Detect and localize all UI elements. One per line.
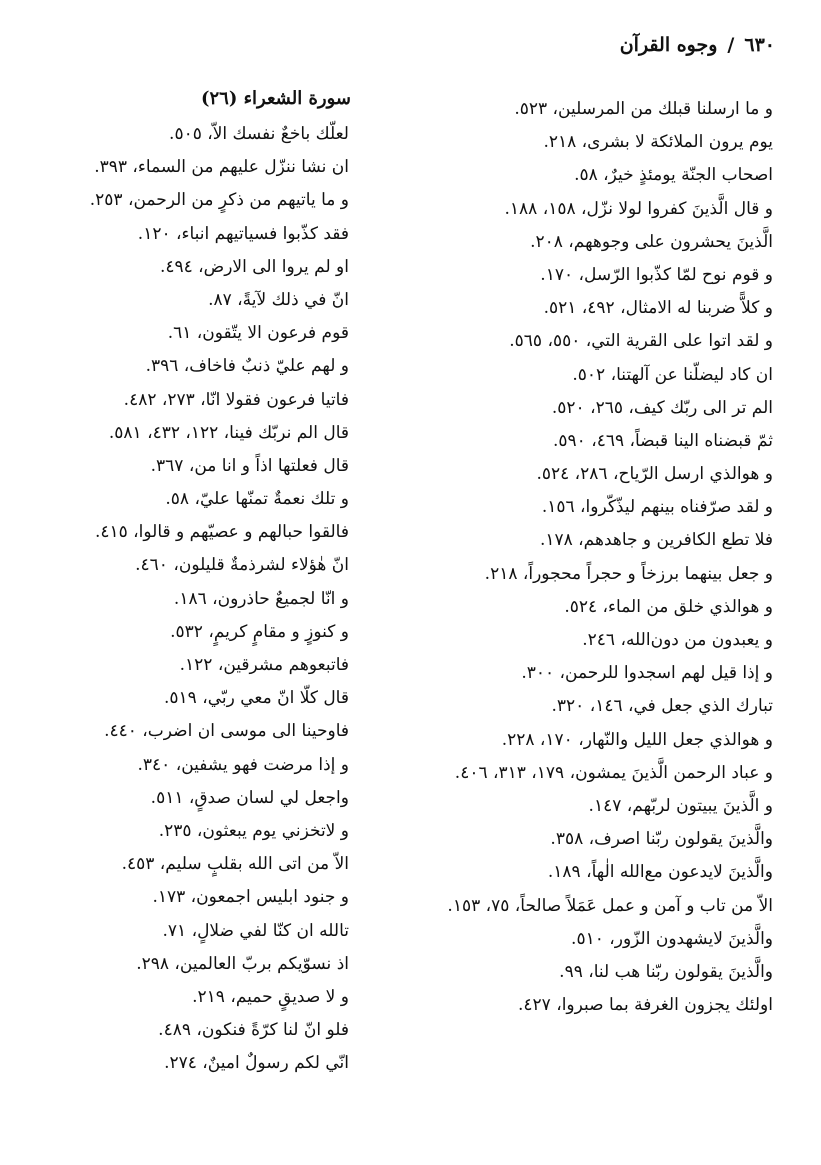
verse-index-line: فاوحينا الى موسى ان اضرب، ٤٤٠. <box>104 721 349 742</box>
sura-heading: سورة الشعراء (٢٦) <box>200 88 351 109</box>
verse-index-line: و الَّذينَ يبيتون لربّهم، ١٤٧. <box>588 795 773 816</box>
verse-index-line: و يعبدون من دون‌الله، ٢٤٦. <box>582 630 773 650</box>
verse-index-line: ان نشا ننزّل عليهم من السماء، ٣٩٣. <box>94 157 349 178</box>
right-column <box>383 80 773 1022</box>
verse-index-line: و قال الَّذينَ كفروا لولا نزّل، ١٥٨، ١٨٨. <box>504 198 773 219</box>
verse-index-line: و إذا مرضت فهو يشفين، ٣٤٠. <box>137 754 349 775</box>
book-title: وجوه القرآن <box>619 34 718 56</box>
verse-index-line: و قوم نوح لمّا كذّبوا الرّسل، ١٧٠. <box>540 264 773 285</box>
left-column <box>6 80 361 1080</box>
verse-index-line: و عباد الرحمن الَّذينَ يمشون، ١٧٩، ٣١٣، ٤٠٦. <box>454 762 773 783</box>
verse-index-line: والَّذينَ يقولون ربّنا اصرف، ٣٥٨. <box>550 829 773 850</box>
verse-index-line: و لهم عليّ ذنبٌ فاخاف، ٣٩٦. <box>145 356 349 377</box>
verse-index-line: والَّذينَ يقولون ربّنا هب لنا، ٩٩. <box>559 961 773 982</box>
verse-index-line: تالله ان كنّا لفي ضلالٍ، ٧١. <box>162 920 349 941</box>
verse-index-line: والَّذينَ لايشهدون الزّور، ٥١٠. <box>571 928 773 949</box>
verse-index-line: اذ نسوّيكم بربّ العالمين، ٢٩٨. <box>136 953 349 974</box>
verse-index-line: و هوالذي خلق من الماء، ٥٢٤. <box>564 596 773 617</box>
verse-index-line: قال كلّا انّ معي ربّي، ٥١٩. <box>163 688 349 709</box>
verse-index-line: فاتبعوهم مشرقين، ١٢٢. <box>179 655 349 675</box>
page-header <box>620 34 775 56</box>
verse-index-line: اولئك يجزون الغرفة بما صبروا، ٤٢٧. <box>517 995 773 1016</box>
verse-index-line: و لقد صرّفناه بينهم ليذّكّروا، ١٥٦. <box>541 497 773 518</box>
verse-index-line: و هوالذي ارسل الرّياح، ٢٨٦، ٥٢٤. <box>536 464 773 485</box>
verse-index-line: واجعل لي لسان صدقٍ، ٥١١. <box>150 787 349 808</box>
verse-index-line: الاّ من اتى الله بقلبٍ سليم، ٤٥٣. <box>121 854 349 875</box>
verse-index-line: تبارك الذي جعل في، ١٤٦، ٣٢٠. <box>551 696 773 717</box>
verse-index-line: انّ هٰؤلاء لشرذمةٌ قليلون، ٤٦٠. <box>135 555 349 576</box>
verse-index-line: و لقد اتوا على القرية التي، ٥٥٠، ٥٦٥. <box>509 331 773 352</box>
verse-index-line: و جعل بينهما برزخاً و حجراً محجوراً، ٢١٨. <box>484 563 773 584</box>
verse-index-line: فلو انّ لنا كرّةً فنكون، ٤٨٩. <box>158 1020 349 1041</box>
verse-index-line: فلا تطع الكافرين و جاهدهم، ١٧٨. <box>539 530 773 551</box>
header-separator: / <box>727 34 735 56</box>
verse-index-line: انّي لكم رسولٌ امينٌ، ٢٧٤. <box>164 1053 349 1074</box>
verse-index-line: فالقوا حبالهم و عصيّهم و قالوا، ٤١٥. <box>94 522 349 543</box>
verse-index-line: و انّا لجميعٌ حاذرون، ١٨٦. <box>173 588 349 609</box>
verse-index-line: و جنود ابليس اجمعون، ١٧٣. <box>152 887 349 908</box>
verse-index-line: والَّذينَ لايدعون مع‌الله الٰهاً، ١٨٩. <box>547 862 773 883</box>
verse-index-line: اصحاب الجنّة يومئذٍ خيرٌ، ٥٨. <box>574 165 773 186</box>
verse-index-line: الم تر الى ربّك كيف، ٢٦٥، ٥٢٠. <box>551 397 773 418</box>
verse-index-line: و ما ارسلنا قبلك من المرسلين، ٥٢٣. <box>514 99 773 119</box>
verse-index-line: انّ في ذلك لآيةً، ٨٧. <box>208 289 349 310</box>
verse-index-line: او لم يروا الى الارض، ٤٩٤. <box>159 256 349 277</box>
verse-index-line: فاتيا فرعون فقولا انّا، ٢٧٣، ٤٨٢. <box>123 389 349 410</box>
verse-index-line: و تلك نعمةٌ تمنّها عليّ، ٥٨. <box>165 489 349 510</box>
verse-index-line: الَّذينَ يحشرون على وجوههم، ٢٠٨. <box>530 231 773 252</box>
verse-index-line: قوم فرعون الا يتّقون، ٦١. <box>167 323 349 344</box>
verse-index-line: ان كاد ليضلّنا عن آلهتنا، ٥٠٢. <box>572 364 773 385</box>
verse-index-line: و كنوزٍ و مقامٍ كريمٍ، ٥٣٢. <box>170 621 349 642</box>
verse-index-line: قال الم نربّك فينا، ١٢٢، ٤٣٢، ٥٨١. <box>108 422 349 443</box>
verse-index-line: ثمّ قبضناه الينا قبضاً، ٤٦٩، ٥٩٠. <box>553 430 773 451</box>
verse-index-line: يوم يرون الملائكة لا بشرى، ٢١٨. <box>543 132 773 153</box>
verse-index-line: فقد كذّبوا فسياتيهم انباء، ١٢٠. <box>137 223 349 244</box>
verse-index-line: قال فعلتها اذاً و انا من، ٣٦٧. <box>150 455 349 476</box>
verse-index-line: و ما ياتيهم من ذكرٍ من الرحمن، ٢٥٣. <box>89 190 349 211</box>
page-number: ٦٣٠ <box>744 34 775 56</box>
verse-index-line: لعلّك باخعٌ نفسك الاّ، ٥٠٥. <box>169 124 349 144</box>
verse-index-line: و إذا قيل لهم اسجدوا للرحمن، ٣٠٠. <box>521 663 773 684</box>
verse-index-line: و لا صديقٍ حميم، ٢١٩. <box>192 986 349 1007</box>
verse-index-line: و هوالذي جعل الليل والنّهار، ١٧٠، ٢٢٨. <box>501 729 773 750</box>
verse-index-line: الاّ من تاب و آمن و عمل عَمَلاً صالحاً، ٧٥، ١٥٣. <box>447 895 773 916</box>
verse-index-line: و كلاًّ ضربنا له الامثال، ٤٩٢، ٥٢١. <box>543 298 773 319</box>
verse-index-line: و لاتخزني يوم يبعثون، ٢٣٥. <box>158 820 349 841</box>
